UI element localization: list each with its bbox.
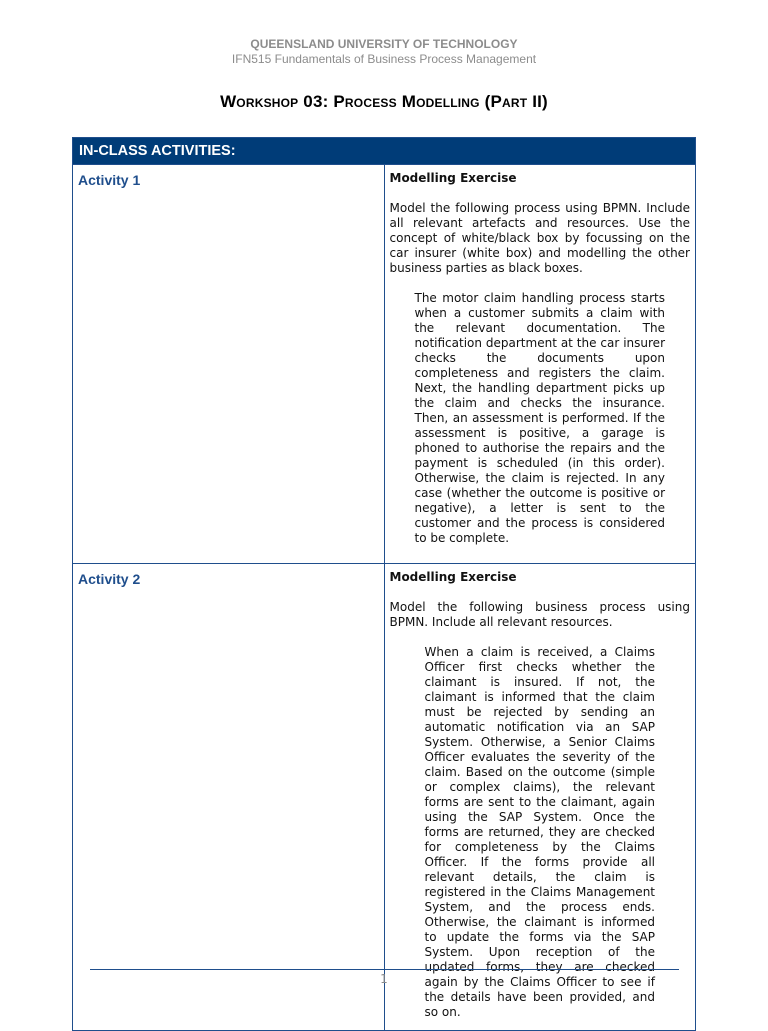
- activity-heading: Modelling Exercise: [389, 171, 517, 185]
- activity-instructions: Model the following process using BPMN. Include all relevant artefacts and resources. Use the concept of white/black box by focussing on the car insurer (white box) and modelling the other business parties as black boxes.: [389, 201, 690, 275]
- case-description: The motor claim handling process starts when a customer submits a claim with the relevant documentation. The notification department at the car insurer checks the documents upon completeness and registers the claim. Next, the handling department picks up the claim and checks the insurance. Then, an assessment is performed. If the assessment is positive, a garage is phoned to authorise the repairs and the payment is scheduled (in this order). Otherwise, the claim is rejected. In any case (whether the outcome is positive or negative), a letter is sent to the customer and the process is considered to be complete.: [414, 291, 665, 545]
- page-number: 1: [380, 972, 388, 986]
- footer-divider: [90, 969, 679, 970]
- activity-label: Activity 2: [73, 564, 385, 1031]
- case-description: When a claim is received, a Claims Officer first checks whether the claimant is insured. If not, the claimant is informed that the claim must be rejected by sending an automatic notification via an SAP System. Otherwise, a Senior Claims Officer evaluates the severity of the claim. Based on the outcome (simple or complex claims), the relevant forms are sent to the claimant, again using the SAP System. Once the forms are returned, they are checked for completeness by the Claims Officer. If the forms provide all relevant details, the claim is registered in the Claims Management System, and the process ends. Otherwise, the claimant is informed to update the forms via the SAP System. Upon reception of the updated forms, they are checked again by the Claims Officer to see if the details have been provided, and so on.: [424, 645, 655, 1019]
- page-title: Workshop 03: Process Modelling (Part II): [220, 92, 548, 111]
- activity-body: [384, 564, 696, 1031]
- course-header: IFN515 Fundamentals of Business Process Management: [231, 52, 537, 66]
- activity-body: [384, 165, 696, 564]
- activity-row: [73, 165, 696, 564]
- activity-heading: Modelling Exercise: [389, 570, 517, 584]
- activity-row: [73, 564, 696, 1031]
- section-banner: IN-CLASS ACTIVITIES:: [73, 138, 696, 165]
- activity-label: Activity 1: [73, 165, 385, 564]
- activity-instructions: Model the following business process using BPMN. Include all relevant resources.: [389, 600, 690, 629]
- activities-table: [72, 137, 696, 1031]
- institution-header: QUEENSLAND UNIVERSITY OF TECHNOLOGY: [250, 37, 518, 51]
